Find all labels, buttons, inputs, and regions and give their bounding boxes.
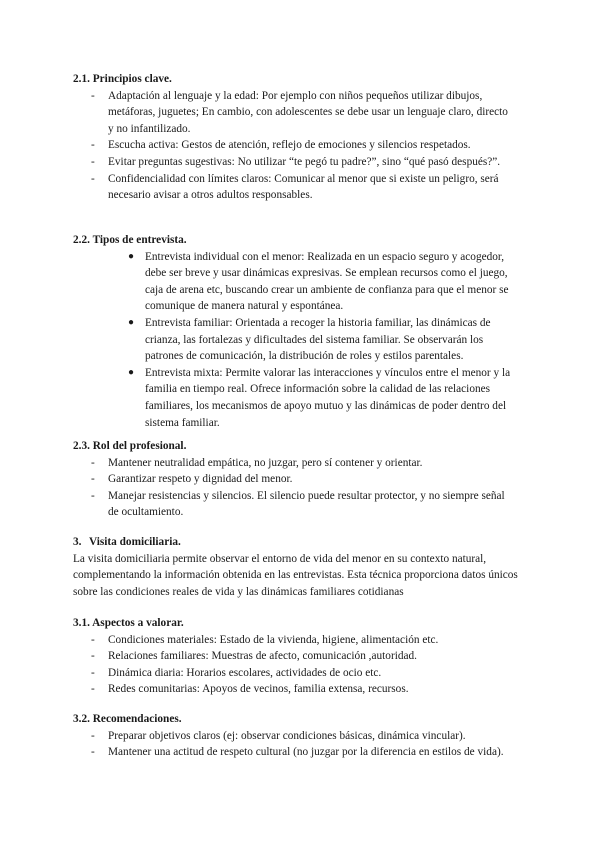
section-paragraph: La visita domiciliaria permite observar el entorno de vida del menor en su contexto natural, complementando la información obtenida en las entrevistas. Esta técnica proporciona datos únicos sobre las condiciones reales de vida y las dinámicas familiares cotidianas [73, 552, 518, 598]
list-item-text: Mantener una actitud de respeto cultural (no juzgar por la diferencia en estilos de vida). [108, 746, 504, 759]
list-item-text: Evitar preguntas sugestivas: No utilizar “te pegó tu padre?”, sino “qué pasó después?”. [108, 155, 501, 168]
dash-marker: - [91, 155, 95, 168]
list-item-text: Confidencialidad con límites claros: Comunicar al menor que si existe un peligro, será necesario avisar a otros adultos responsables. [108, 172, 499, 202]
list-item-text: Garantizar respeto y dignidad del menor. [108, 473, 293, 486]
list-item [0, 728, 600, 745]
list-item [0, 455, 600, 472]
list-item [0, 315, 600, 365]
section-heading: 3.2. Recomendaciones. [73, 713, 182, 725]
section-heading [0, 534, 600, 551]
list-item-text: Entrevista individual con el menor: Realizada en un espacio seguro y acogedor, debe ser breve y usar dinámicas expresivas. Se emplean recursos como el juego, caja de arena etc, buscando crear un ambiente de confianza para que el menor se comunique de manera natural y espontánea. [145, 250, 509, 313]
list-item-text: Dinámica diaria: Horarios escolares, actividades de ocio etc. [108, 666, 382, 679]
section-visita-domiciliaria [0, 534, 600, 600]
list-item-text: Relaciones familiares: Muestras de afecto, comunicación ,autoridad. [108, 650, 417, 663]
list-item-text: Redes comunitarias: Apoyos de vecinos, familia extensa, recursos. [108, 683, 409, 696]
section-recomendaciones [0, 711, 600, 761]
list-item [0, 744, 600, 761]
section-aspectos-valorar [0, 615, 600, 698]
list-item-text: Entrevista familiar: Orientada a recoger la historia familiar, las dinámicas de crianza, las fortalezas y dificultades del sistema familiar. Se observarán los patrones de comunicación, la distribución de roles y estilos parentales. [145, 316, 491, 363]
dash-list [0, 728, 600, 761]
list-item [0, 88, 600, 138]
bullet-marker: ● [128, 366, 135, 378]
dash-marker: - [91, 473, 95, 486]
bullet-list [0, 249, 600, 432]
list-item [0, 249, 600, 315]
dash-marker: - [91, 456, 95, 469]
section-heading: 2.1. Principios clave. [73, 73, 172, 85]
section-heading: 3.1. Aspectos a valorar. [73, 617, 184, 629]
list-item-text: Entrevista mixta: Permite valorar las interacciones y vínculos entre el menor y la familia en tiempo real. Ofrece información sobre la calidad de las relaciones familiares, los mecanismos de apoyo mutuo y las dinámicas de poder dentro del sistema familiar. [145, 366, 511, 429]
dash-marker: - [91, 683, 95, 696]
section-rol-profesional [0, 438, 600, 521]
list-item [0, 681, 600, 698]
list-item-text: Condiciones materiales: Estado de la vivienda, higiene, alimentación etc. [108, 633, 439, 646]
list-item [0, 471, 600, 488]
dash-marker: - [91, 89, 95, 102]
list-item [0, 137, 600, 154]
dash-marker: - [91, 139, 95, 152]
dash-marker: - [91, 650, 95, 663]
bullet-marker: ● [128, 250, 135, 262]
dash-list [0, 632, 600, 698]
dash-marker: - [91, 729, 95, 742]
dash-marker: - [91, 666, 95, 679]
list-item [0, 648, 600, 665]
dash-list [0, 455, 600, 521]
list-item [0, 154, 600, 171]
list-item [0, 365, 600, 431]
section-title: Visita domiciliaria. [89, 536, 181, 548]
list-item-text: Mantener neutralidad empática, no juzgar, pero sí contener y orientar. [108, 456, 423, 469]
list-item [0, 632, 600, 649]
dash-marker: - [91, 172, 95, 185]
dash-marker: - [91, 746, 95, 759]
list-item [0, 665, 600, 682]
dash-marker: - [91, 633, 95, 646]
dash-marker: - [91, 489, 95, 502]
section-heading: 2.3. Rol del profesional. [73, 440, 187, 452]
section-heading: 2.2. Tipos de entrevista. [73, 234, 187, 246]
list-item [0, 488, 600, 521]
section-principios-clave [0, 71, 600, 204]
list-item-text: Manejar resistencias y silencios. El silencio puede resultar protector, y no siempre señal de ocultamiento. [108, 489, 505, 519]
section-tipos-entrevista [0, 232, 600, 431]
list-item-text: Adaptación al lenguaje y la edad: Por ejemplo con niños pequeños utilizar dibujos, metáforas, juguetes; En cambio, con adolescentes se debe usar un lenguaje claro, directo y no infantilizado. [108, 89, 508, 135]
list-item-text: Escucha activa: Gestos de atención, reflejo de emociones y silencios respetados. [108, 139, 471, 152]
list-item-text: Preparar objetivos claros (ej: observar condiciones básicas, dinámica vincular). [108, 729, 466, 742]
list-item [0, 171, 600, 204]
section-number: 3. [73, 536, 82, 548]
dash-list [0, 88, 600, 204]
bullet-marker: ● [128, 316, 135, 328]
